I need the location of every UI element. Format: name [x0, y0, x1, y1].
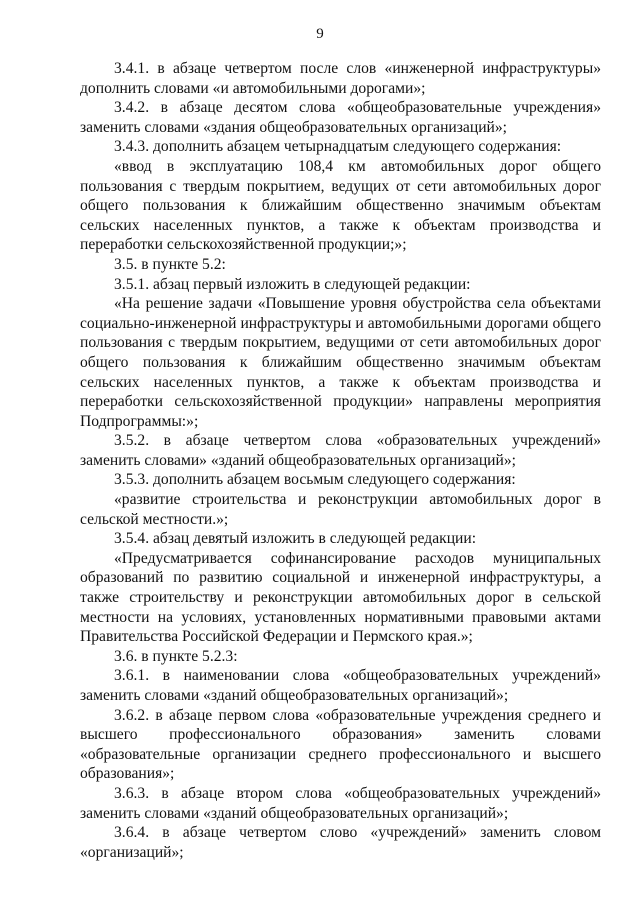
paragraph-3-4-1: 3.4.1. в абзаце четвертом после слов «инженерной инфраструктуры» дополнить словами «и автомобильными дорогами»; — [80, 60, 601, 97]
page-number: 9 — [316, 26, 324, 42]
paragraph-3-6-1: 3.6.1. в наименовании слова «общеобразовательных учреждений» заменить словами «зданий общеобразовательных организаций»; — [80, 667, 601, 704]
paragraph-3-5-2: 3.5.2. в абзаце четвертом слова «образовательных учреждений» заменить словами» «зданий общеобразовательных организаций»; — [80, 432, 601, 469]
document-body — [80, 59, 601, 862]
paragraph-3-6-3: 3.6.3. в абзаце втором слова «общеобразовательных учреждений» заменить словами «зданий общеобразовательных организаций»; — [80, 784, 601, 822]
paragraph-3-5: 3.5. в пункте 5.2: — [114, 255, 226, 273]
quoted-paragraph-cofinancing: «Предусматривается софинансирование расходов муниципальных образований по развитию социальной и инженерной инфраструктуры, а также строительству и реконструкции автомобильных дорог в сельской местности на условиях, установленных нормативными правовыми актами Правительства Российской Федерации и Пермского края.»; — [80, 549, 601, 646]
paragraph-3-5-1: 3.5.1. абзац первый изложить в следующей редакции: — [114, 275, 471, 293]
paragraph-3-6-2: 3.6.2. в абзаце первом слова «образовательные учреждения среднего и высшего профессионального образования» заменить словами «образовательные организации среднего профессионального и высшего образования»; — [80, 706, 601, 783]
paragraph-3-5-4: 3.5.4. абзац девятый изложить в следующей редакции: — [114, 530, 477, 548]
paragraph-3-5-3: 3.5.3. дополнить абзацем восьмым следующего содержания: — [114, 471, 516, 489]
paragraph-3-4-3: 3.4.3. дополнить абзацем четырнадцатым следующего содержания: — [114, 138, 562, 156]
paragraph-3-6: 3.6. в пункте 5.2.3: — [114, 647, 238, 665]
quoted-paragraph-task-solution: «На решение задачи «Повышение уровня обустройства села объектами социально-инженерной инфраструктуры и автомобильными дорогами общего пользования с твердым покрытием, ведущими от сети автомобильных дорог общего пользования к ближайшим общественно значимым объектам сельских населенных пунктов, а также к объектам производства и переработки сельскохозяйственной продукции» направлены мероприятия Подпрограммы:»; — [80, 295, 601, 430]
paragraph-3-4-2: 3.4.2. в абзаце десятом слова «общеобразовательные учреждения» заменить словами «здания общеобразовательных организаций»; — [80, 99, 601, 136]
quoted-paragraph-road-commissioning: «ввод в эксплуатацию 108,4 км автомобильных дорог общего пользования с твердым покрытием, ведущих от сети автомобильных дорог общего пользования к ближайшим общественно значимым объектам сельских населенных пунктов, а также к объектам производства и переработки сельскохозяйственной продукции;»; — [80, 157, 601, 254]
paragraph-3-6-4: 3.6.4. в абзаце четвертом слово «учреждений» заменить словом «организаций»; — [80, 824, 601, 861]
quoted-paragraph-road-development: «развитие строительства и реконструкции автомобильных дорог в сельской местности.»; — [80, 491, 601, 528]
